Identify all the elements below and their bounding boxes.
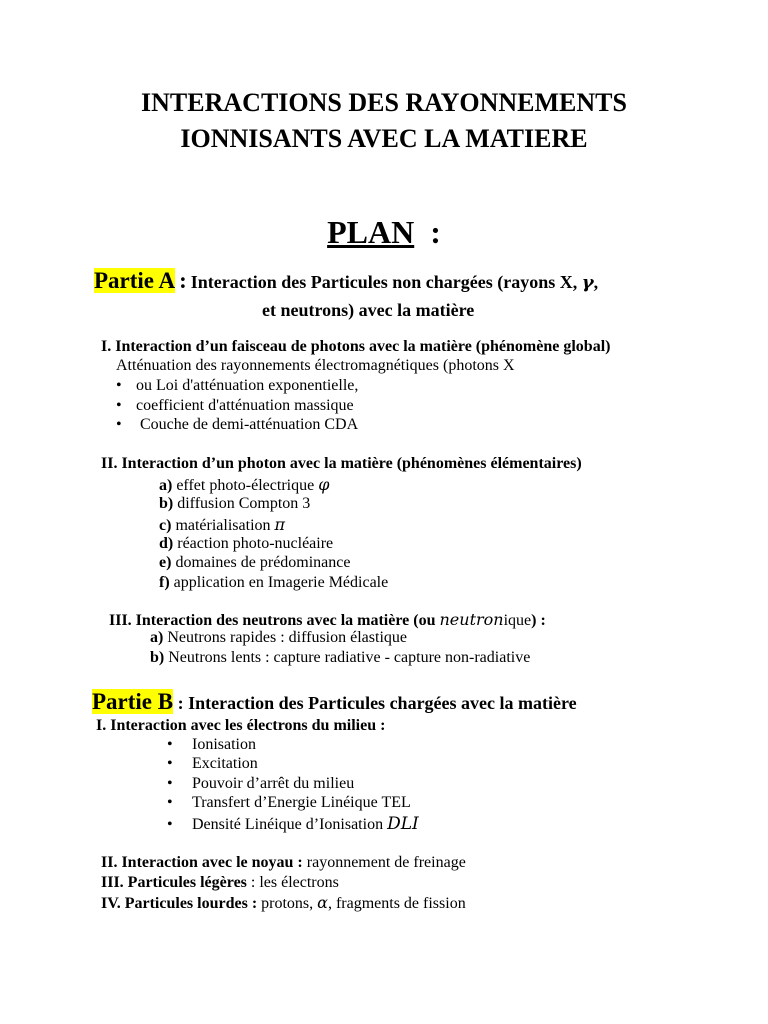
neutron-italic: neutron xyxy=(439,610,504,629)
list-item: • Pouvoir d’arrêt du milieu xyxy=(167,775,355,792)
part-b-heading xyxy=(92,689,577,715)
part-b-heading-text: : Interaction des Particules chargées avec la matière xyxy=(173,693,577,713)
part-a-heading xyxy=(94,268,598,294)
part-a-heading-line-2: et neutrons) avec la matière xyxy=(262,300,475,320)
dli-symbol: DLI xyxy=(387,814,419,834)
section-b3: III. Particules légères : les électrons xyxy=(101,874,339,891)
list-item: b) diffusion Compton 3 xyxy=(159,495,311,512)
plan-label: PLAN xyxy=(327,214,415,250)
section-a3-title: III. Interaction des neutrons avec la matière (ou neutronique) : xyxy=(109,610,546,629)
list-item: • Ionisation xyxy=(167,736,256,753)
plan-heading xyxy=(0,214,768,251)
pi-symbol: π xyxy=(274,515,286,534)
doc-title-line-2: IONNISANTS AVEC LA MATIERE xyxy=(180,124,588,153)
section-b4: IV. Particules lourdes : protons, α, fragments de fission xyxy=(101,893,466,912)
section-a2-title: II. Interaction d’un photon avec la matière (phénomènes élémentaires) xyxy=(101,455,582,472)
phi-symbol: φ xyxy=(318,475,330,494)
section-a1-intro: Atténuation des rayonnements électromagnétiques (photons X xyxy=(116,357,515,374)
list-item: c) matérialisation π xyxy=(159,515,286,534)
part-a-heading-text: Interaction des Particules non chargées (rayons X, xyxy=(190,272,582,292)
list-item: • Couche de demi-atténuation CDA xyxy=(116,416,359,433)
list-item: b) Neutrons lents : capture radiative - capture non-radiative xyxy=(150,649,531,666)
list-item: f) application en Imagerie Médicale xyxy=(159,574,389,591)
plan-colon: : xyxy=(430,214,441,250)
part-b-label: Partie B xyxy=(92,689,174,714)
list-item: a) effet photo-électrique φ xyxy=(159,475,330,494)
part-a-heading-comma: , xyxy=(593,272,599,292)
doc-title-line-1: INTERACTIONS DES RAYONNEMENTS xyxy=(141,88,627,117)
gamma-symbol: γ xyxy=(581,272,594,293)
list-item: • coefficient d'atténuation massique xyxy=(116,397,354,414)
alpha-symbol: α xyxy=(317,893,328,912)
list-item: • ou Loi d'atténuation exponentielle, xyxy=(116,377,359,394)
list-item: • Densité Linéique d’Ionisation DLI xyxy=(167,814,419,834)
section-b1-title: I. Interaction avec les électrons du milieu : xyxy=(96,717,386,734)
list-item: e) domaines de prédominance xyxy=(159,554,351,571)
part-a-colon: : xyxy=(179,268,187,293)
list-item: • Excitation xyxy=(167,755,258,772)
section-b2: II. Interaction avec le noyau : rayonnement de freinage xyxy=(101,854,466,871)
section-a1-title: I. Interaction d’un faisceau de photons avec la matière (phénomène global) xyxy=(101,338,611,355)
list-item: d) réaction photo-nucléaire xyxy=(159,535,334,552)
list-item: • Transfert d’Energie Linéique TEL xyxy=(167,794,411,811)
list-item: a) Neutrons rapides : diffusion élastique xyxy=(150,629,407,646)
part-a-label: Partie A xyxy=(94,268,176,293)
